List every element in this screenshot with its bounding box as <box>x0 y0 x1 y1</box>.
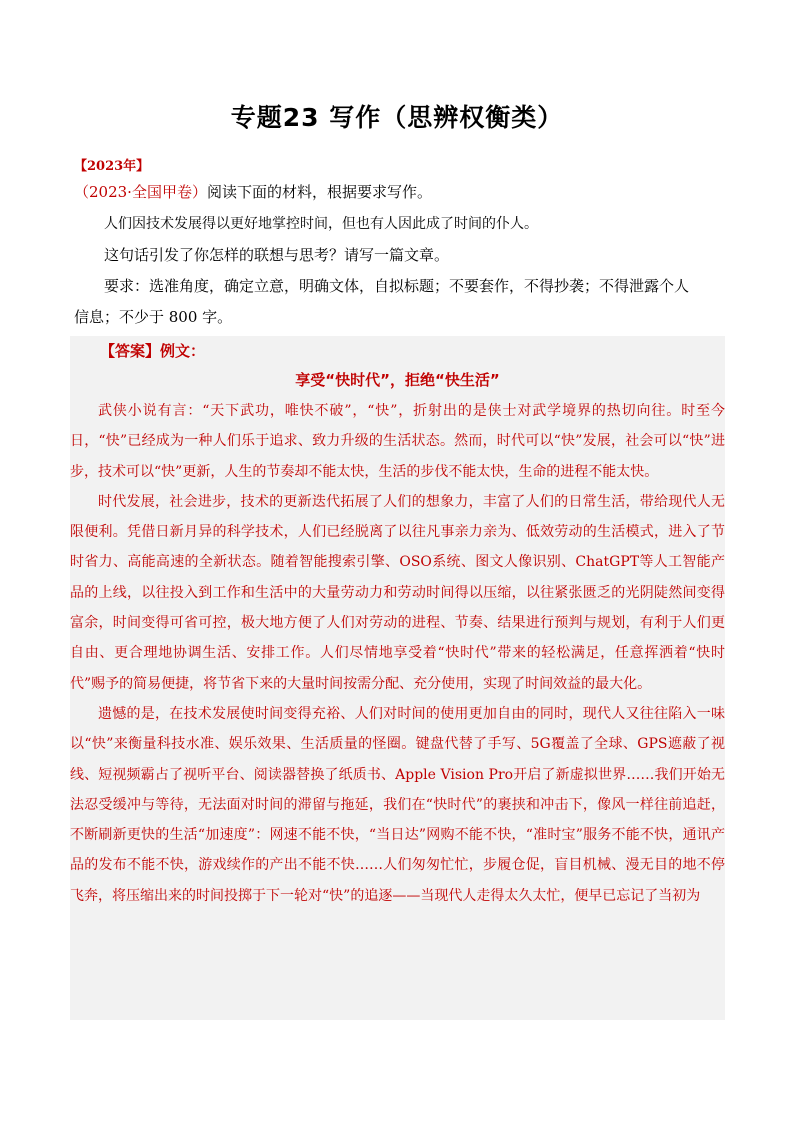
essay-paragraph: 时代发展，社会进步，技术的更新迭代拓展了人们的想象力，丰富了人们的日常生活，带给现代人无限便利。凭借日新月异的科学技术，人们已经脱离了以往凡事亲力亲为、低效劳动的生活模式，进入了节时省力、高能高速的全新状态。随着智能搜索引擎、OSO系统、图文人像识别、ChatGPT等人工智能产品的上线，以往投入到工作和生活中的大量劳动力和劳动时间得以压缩，以往紧张匮乏的光阴陡然间变得富余，时间变得可省可控，极大地方便了人们对劳动的进程、节奏、结果进行预判与规划，有利于人们更自由、更合理地协调生活、安排工作。人们尽情地享受着“快时代”带来的轻松满足，任意挥洒着“快时代”赐予的简易便捷，将节省下来的大量时间按需分配、充分使用，实现了时间效益的最大化。 <box>70 493 725 692</box>
essay-paragraph: 武侠小说有言：“天下武功，唯快不破”，“快”，折射出的是侠士对武学境界的热切向往。时至今日，“快”已经成为一种人们乐于追求、致力升级的生活状态。然而，时代可以“快”发展，社会可以“快”进步，技术可以“快”更新，人生的节奏却不能太快，生活的步伐不能太快，生命的进程不能太快。 <box>70 403 725 480</box>
essay-body <box>70 396 725 911</box>
year-tag: 【2023年】 <box>74 159 150 174</box>
question-requirements-line-2: 信息；不少于 800 字。 <box>74 308 233 326</box>
essay-paragraph: 遗憾的是，在技术发展使时间变得充裕、人们对时间的使用更加自由的同时，现代人又往往陷入一味以“快”来衡量科技水准、娱乐效果、生活质量的怪圈。键盘代替了手写、5G覆盖了全球、GPS遮蔽了视线、短视频霸占了视听平台、阅读器替换了纸质书、Apple Vision Pro开启了新虚拟世界……我们开始无法忍受缓冲与等待，无法面对时间的滞留与拖延，我们在“快时代”的裹挟和冲击下，像风一样往前追赶，不断刷新更快的生活“加速度”：网速不能不快，“当日达”网购不能不快，“准时宝”服务不能不快，通讯产品的发布不能不快，游戏续作的产出不能不快……人们匆匆忙忙，步履仓促，盲目机械、漫无目的地不停飞奔，将压缩出来的时间投掷于下一轮对“快”的追逐——当现代人走得太久太忙，便早已忘记了当初为 <box>70 705 725 904</box>
answer-label: 【答案】例文： <box>100 342 206 360</box>
page-title: 专题23 写作（思辨权衡类） <box>230 103 564 132</box>
question-requirements-line-1: 要求：选准角度，确定立意，明确文体，自拟标题；不要套作，不得抄袭；不得泄露个人 <box>104 277 690 295</box>
question-prompt-line <box>74 181 724 202</box>
question-source: （2023·全国甲卷） <box>74 183 207 201</box>
essay-title: 享受“快时代”，拒绝“快生活” <box>295 371 500 389</box>
question-material: 人们因技术发展得以更好地掌控时间，但也有人因此成了时间的仆人。 <box>104 216 538 232</box>
question-task: 这句话引发了你怎样的联想与思考？请写一篇文章。 <box>104 246 450 264</box>
answer-box <box>70 336 725 1020</box>
question-prompt: 阅读下面的材料，根据要求写作。 <box>206 183 432 201</box>
